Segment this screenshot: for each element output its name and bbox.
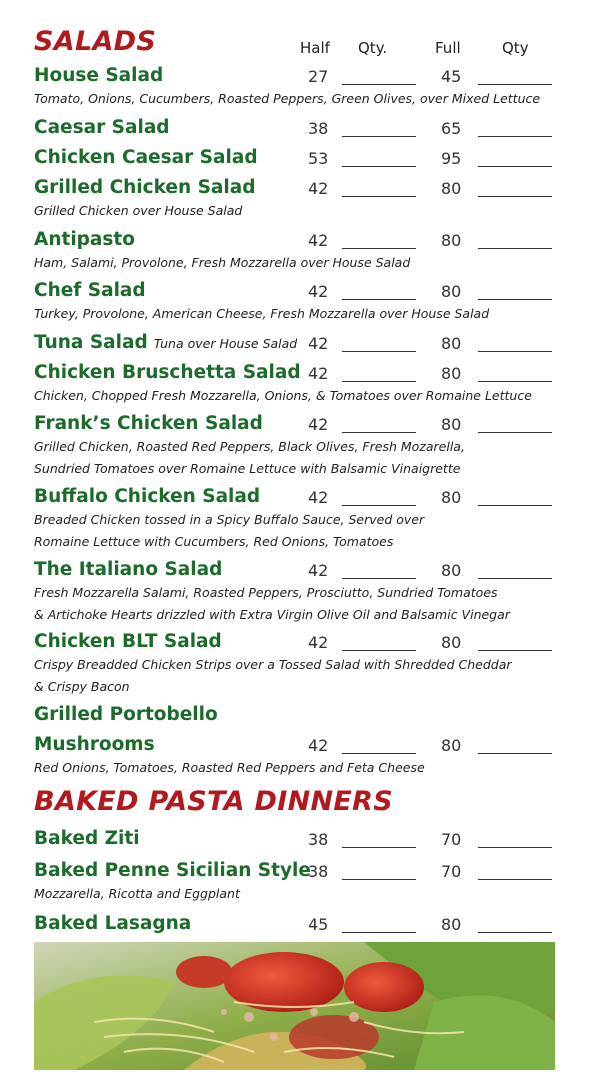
item-description: Tomato, Onions, Cucumbers, Roasted Peppers, Green Olives, over Mixed Lettuce bbox=[34, 91, 541, 106]
half-price: 42 bbox=[308, 736, 329, 755]
item-description: Ham, Salami, Provolone, Fresh Mozzarella over House Salad bbox=[34, 255, 411, 270]
item-description: Romaine Lettuce with Cucumbers, Red Onions, Tomatoes bbox=[34, 534, 394, 549]
half-qty-line[interactable] bbox=[342, 136, 416, 137]
item-name bbox=[34, 331, 297, 356]
half-price: 45 bbox=[308, 915, 329, 934]
item-name-text: Caesar Salad bbox=[34, 117, 170, 138]
full-price: 80 bbox=[441, 231, 462, 250]
item-name-text: Chicken Caesar Salad bbox=[34, 147, 258, 168]
full-price: 95 bbox=[441, 149, 462, 168]
half-qty-line[interactable] bbox=[342, 847, 416, 848]
item-description: Red Onions, Tomatoes, Roasted Red Peppers and Feta Cheese bbox=[34, 760, 425, 775]
item-name bbox=[34, 279, 146, 303]
salad-photo bbox=[34, 942, 555, 1070]
menu-item-row bbox=[34, 116, 574, 140]
full-header: Full bbox=[435, 39, 461, 57]
item-description: & Artichoke Hearts drizzled with Extra Virgin Olive Oil and Balsamic Vinegar bbox=[34, 607, 510, 622]
menu-item-row bbox=[34, 630, 574, 654]
item-name-text: Baked Ziti bbox=[34, 828, 140, 849]
half-price: 42 bbox=[308, 415, 329, 434]
half-price: 42 bbox=[308, 334, 329, 353]
half-qty-line[interactable] bbox=[342, 879, 416, 880]
full-price: 65 bbox=[441, 119, 462, 138]
menu-item-row bbox=[34, 146, 574, 170]
menu-item-chicken-blt-salad bbox=[34, 630, 574, 698]
full-price: 80 bbox=[441, 282, 462, 301]
menu-item-row bbox=[34, 733, 574, 757]
item-name-text: Antipasto bbox=[34, 229, 135, 250]
menu-item-row bbox=[34, 176, 574, 200]
full-price: 80 bbox=[441, 179, 462, 198]
half-qty-line[interactable] bbox=[342, 650, 416, 651]
item-name-text: Chicken Bruschetta Salad bbox=[34, 362, 301, 383]
item-description: Breaded Chicken tossed in a Spicy Buffalo Sauce, Served over bbox=[34, 512, 425, 527]
full-qty-line[interactable] bbox=[478, 650, 552, 651]
menu-item-the-italiano-salad bbox=[34, 558, 574, 626]
full-price: 45 bbox=[441, 67, 462, 86]
menu-item-baked-lasagna bbox=[34, 912, 574, 936]
half-qty-line[interactable] bbox=[342, 432, 416, 433]
item-name-text: Chicken BLT Salad bbox=[34, 631, 222, 652]
half-price: 42 bbox=[308, 488, 329, 507]
menu-item-chicken-bruschetta-salad bbox=[34, 361, 574, 407]
menu-item-tuna-salad bbox=[34, 331, 574, 355]
half-header: Half bbox=[300, 39, 330, 57]
menu-item-antipasto bbox=[34, 228, 574, 274]
full-price: 70 bbox=[441, 862, 462, 881]
full-qty-header: Qty bbox=[502, 39, 529, 57]
full-price: 70 bbox=[441, 830, 462, 849]
full-price: 80 bbox=[441, 364, 462, 383]
full-qty-line[interactable] bbox=[478, 932, 552, 933]
full-price: 80 bbox=[441, 488, 462, 507]
menu-item-caesar-salad bbox=[34, 116, 574, 140]
full-price: 80 bbox=[441, 415, 462, 434]
item-name bbox=[34, 228, 135, 252]
menu-item-row bbox=[34, 558, 574, 582]
half-qty-line[interactable] bbox=[342, 84, 416, 85]
full-qty-line[interactable] bbox=[478, 166, 552, 167]
menu-item-row bbox=[34, 64, 574, 88]
half-qty-line[interactable] bbox=[342, 299, 416, 300]
salads-title: SALADS bbox=[34, 26, 157, 57]
pasta-title: BAKED PASTA DINNERS bbox=[34, 786, 393, 817]
half-price: 27 bbox=[308, 67, 329, 86]
half-qty-line[interactable] bbox=[342, 381, 416, 382]
menu-item-baked-penne-sicilian-style bbox=[34, 859, 574, 905]
item-name-text: Baked Lasagna bbox=[34, 913, 192, 934]
half-qty-line[interactable] bbox=[342, 166, 416, 167]
full-qty-line[interactable] bbox=[478, 84, 552, 85]
menu-item-baked-ziti bbox=[34, 827, 574, 851]
half-qty-line[interactable] bbox=[342, 578, 416, 579]
item-description: Grilled Chicken over House Salad bbox=[34, 203, 243, 218]
menu-item-buffalo-chicken-salad bbox=[34, 485, 574, 553]
item-name bbox=[34, 116, 170, 140]
item-name-text: House Salad bbox=[34, 65, 164, 86]
menu-item-frank-s-chicken-salad bbox=[34, 412, 574, 480]
menu-item-chicken-caesar-salad bbox=[34, 146, 574, 170]
menu-item-row bbox=[34, 361, 574, 385]
item-description: Mozzarella, Ricotta and Eggplant bbox=[34, 886, 240, 901]
full-price: 80 bbox=[441, 633, 462, 652]
item-name-text: Chef Salad bbox=[34, 280, 146, 301]
item-inline-description: Tuna over House Salad bbox=[153, 336, 298, 351]
menu-item-chef-salad bbox=[34, 279, 574, 325]
menu-item-row bbox=[34, 827, 574, 851]
half-qty-line[interactable] bbox=[342, 932, 416, 933]
full-qty-line[interactable] bbox=[478, 753, 552, 754]
item-name-text: Baked Penne Sicilian Style bbox=[34, 860, 311, 881]
full-qty-line[interactable] bbox=[478, 351, 552, 352]
menu-item-row bbox=[34, 859, 574, 883]
full-price: 80 bbox=[441, 915, 462, 934]
half-qty-line[interactable] bbox=[342, 753, 416, 754]
half-price: 53 bbox=[308, 149, 329, 168]
item-name bbox=[34, 558, 222, 582]
half-price: 42 bbox=[308, 179, 329, 198]
menu-item-grilled-chicken-salad bbox=[34, 176, 574, 222]
item-name bbox=[34, 703, 218, 727]
menu-item-mushrooms bbox=[34, 733, 574, 779]
full-qty-line[interactable] bbox=[478, 879, 552, 880]
half-price: 42 bbox=[308, 561, 329, 580]
half-price: 42 bbox=[308, 282, 329, 301]
full-qty-line[interactable] bbox=[478, 381, 552, 382]
item-name bbox=[34, 827, 140, 851]
item-description: & Crispy Bacon bbox=[34, 679, 130, 694]
menu-item-row bbox=[34, 228, 574, 252]
menu-item-row bbox=[34, 279, 574, 303]
full-qty-line[interactable] bbox=[478, 432, 552, 433]
menu-item-grilled-portobello bbox=[34, 703, 574, 727]
item-name-text: Frank’s Chicken Salad bbox=[34, 413, 263, 434]
item-name bbox=[34, 146, 258, 170]
item-name bbox=[34, 176, 255, 200]
item-description: Sundried Tomatoes over Romaine Lettuce with Balsamic Vinaigrette bbox=[34, 461, 461, 476]
item-name-text: Buffalo Chicken Salad bbox=[34, 486, 261, 507]
half-qty-line[interactable] bbox=[342, 351, 416, 352]
item-name bbox=[34, 630, 222, 654]
item-name bbox=[34, 485, 260, 509]
full-qty-line[interactable] bbox=[478, 196, 552, 197]
half-price: 38 bbox=[308, 830, 329, 849]
menu-item-house-salad bbox=[34, 64, 574, 110]
item-name bbox=[34, 733, 155, 757]
item-name-text: Grilled Chicken Salad bbox=[34, 177, 256, 198]
full-qty-line[interactable] bbox=[478, 299, 552, 300]
item-name bbox=[34, 361, 301, 385]
menu-item-row bbox=[34, 412, 574, 436]
item-name bbox=[34, 912, 191, 936]
full-price: 80 bbox=[441, 561, 462, 580]
menu-item-row bbox=[34, 912, 574, 936]
full-qty-line[interactable] bbox=[478, 578, 552, 579]
half-price: 38 bbox=[308, 862, 329, 881]
half-price: 38 bbox=[308, 119, 329, 138]
item-name bbox=[34, 64, 163, 88]
half-qty-line[interactable] bbox=[342, 196, 416, 197]
half-qty-header: Qty. bbox=[358, 39, 388, 57]
full-price: 80 bbox=[441, 334, 462, 353]
full-qty-line[interactable] bbox=[478, 248, 552, 249]
half-price: 42 bbox=[308, 633, 329, 652]
item-name-text: Tuna Salad bbox=[34, 332, 148, 353]
item-name-text: The Italiano Salad bbox=[34, 559, 223, 580]
item-description: Grilled Chicken, Roasted Red Peppers, Black Olives, Fresh Mozarella, bbox=[34, 439, 465, 454]
item-name-text: Grilled Portobello bbox=[34, 704, 218, 725]
half-qty-line[interactable] bbox=[342, 505, 416, 506]
item-name bbox=[34, 859, 311, 883]
menu-item-row bbox=[34, 703, 574, 727]
half-price: 42 bbox=[308, 231, 329, 250]
item-description: Crispy Breadded Chicken Strips over a Tossed Salad with Shredded Cheddar bbox=[34, 657, 512, 672]
half-price: 42 bbox=[308, 364, 329, 383]
full-qty-line[interactable] bbox=[478, 505, 552, 506]
half-qty-line[interactable] bbox=[342, 248, 416, 249]
item-description: Turkey, Provolone, American Cheese, Fresh Mozzarella over House Salad bbox=[34, 306, 490, 321]
full-price: 80 bbox=[441, 736, 462, 755]
menu-item-row bbox=[34, 485, 574, 509]
item-description: Chicken, Chopped Fresh Mozzarella, Onions, & Tomatoes over Romaine Lettuce bbox=[34, 388, 532, 403]
item-description: Fresh Mozzarella Salami, Roasted Peppers, Prosciutto, Sundried Tomatoes bbox=[34, 585, 498, 600]
item-name bbox=[34, 412, 263, 436]
salad-photo-illustration bbox=[34, 942, 555, 1070]
full-qty-line[interactable] bbox=[478, 847, 552, 848]
item-name-text: Mushrooms bbox=[34, 734, 155, 755]
menu-item-row bbox=[34, 331, 574, 355]
full-qty-line[interactable] bbox=[478, 136, 552, 137]
